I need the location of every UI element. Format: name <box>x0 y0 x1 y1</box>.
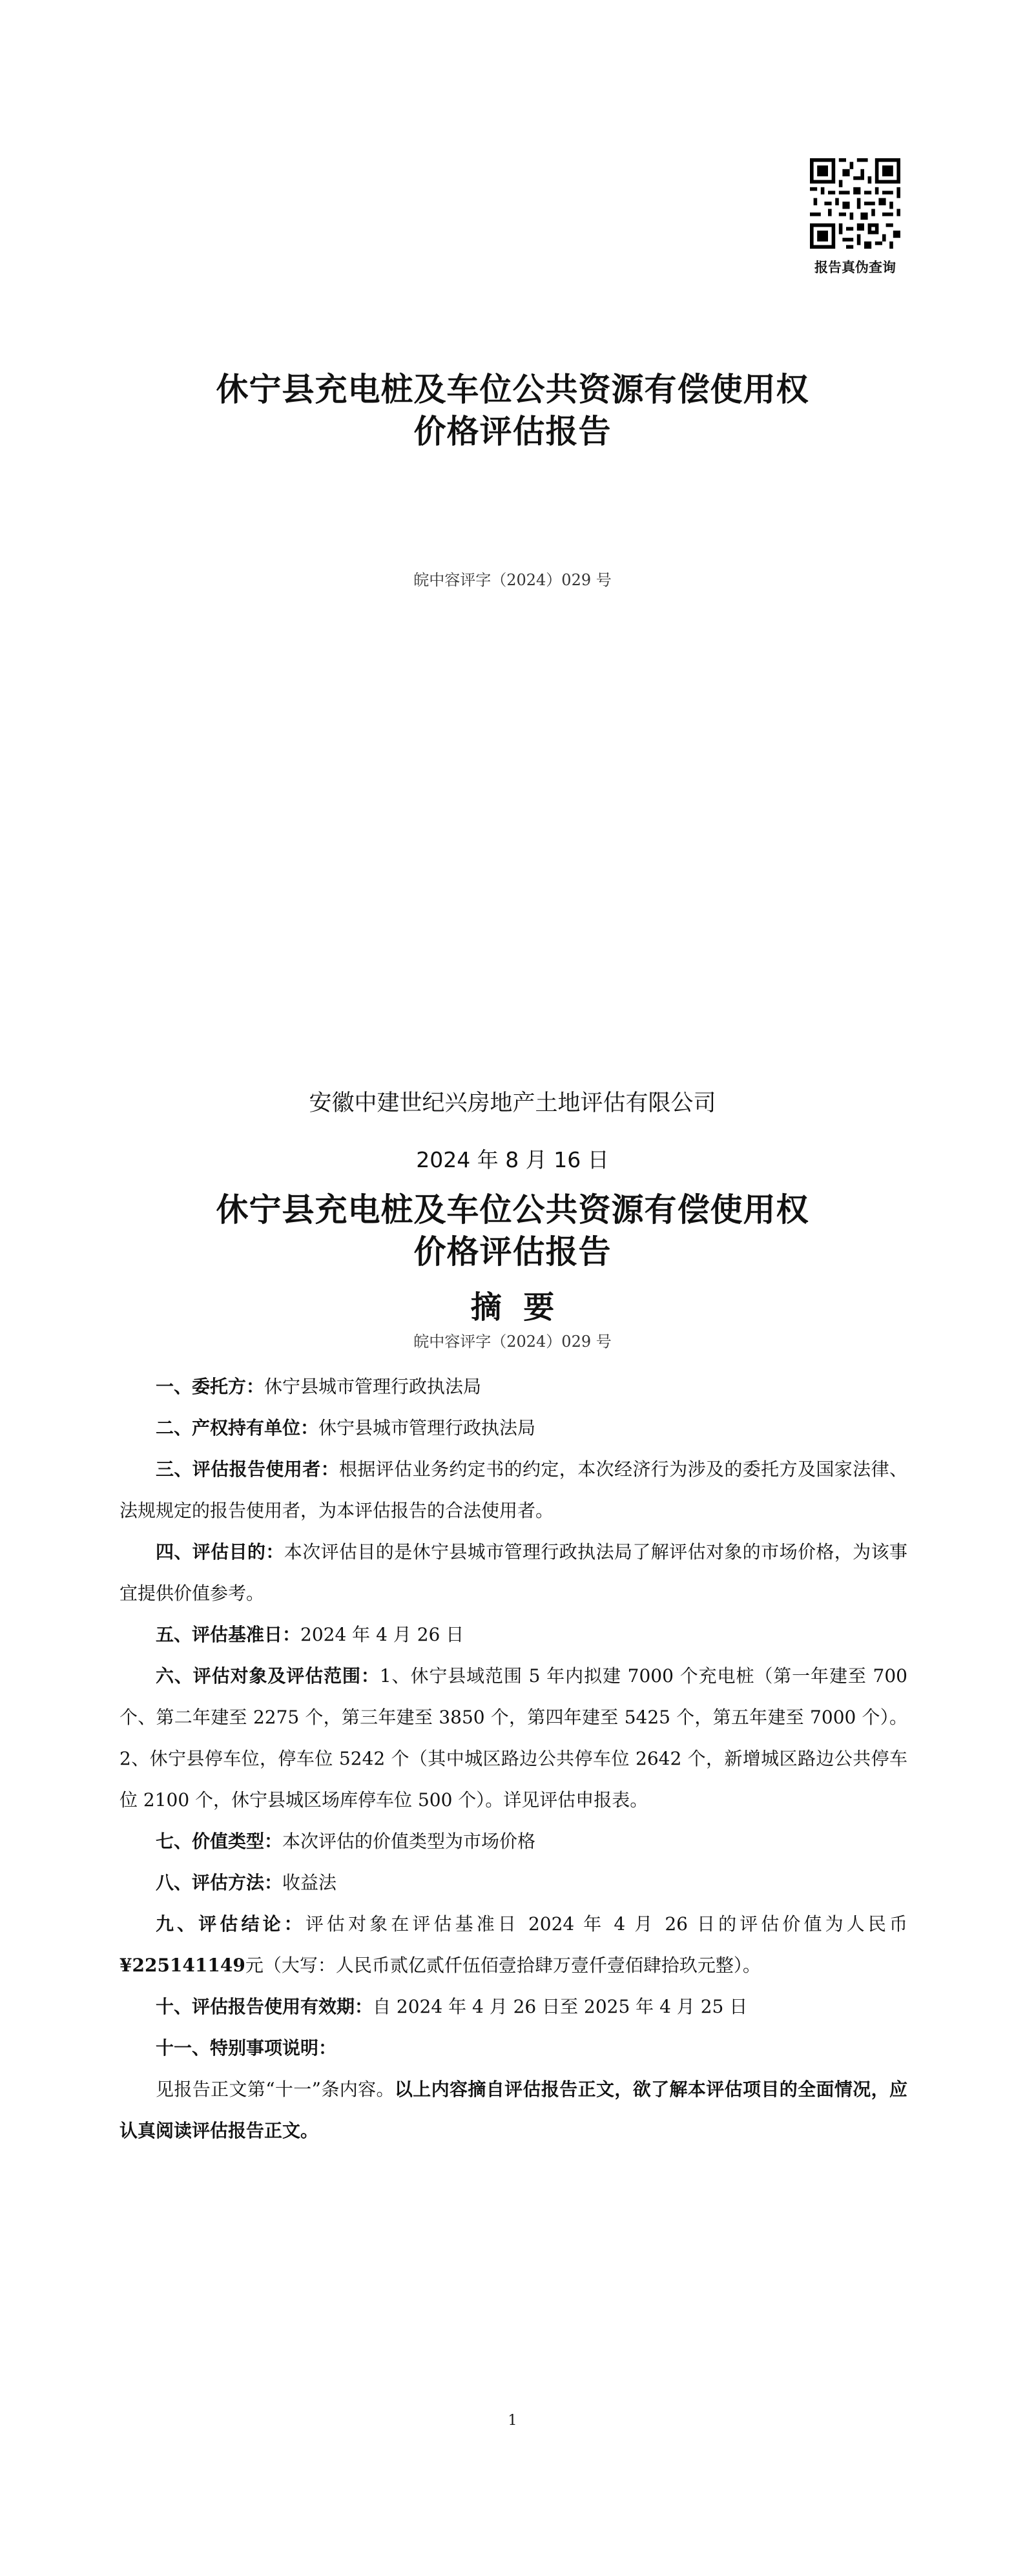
summary-validity: 十、评估报告使用有效期：自 2024 年 4 月 26 日至 2025 年 4 月 25 日 <box>156 1996 748 2017</box>
valuation-amount: ¥225141149 <box>119 1955 245 1976</box>
cover-title-line2: 价格评估报告 <box>413 412 612 450</box>
page-number: 1 <box>508 2413 517 2429</box>
qr-caption: 报告真伪查询 <box>814 259 896 275</box>
summary-title-line2: 价格评估报告 <box>413 1232 612 1271</box>
summary-item: 五、评估基准日：2024 年 4 月 26 日 <box>156 1624 464 1645</box>
report-date: 2024 年 8 月 16 日 <box>416 1147 609 1172</box>
summary-item: 二、产权持有单位：休宁县城市管理行政执法局 <box>156 1417 536 1439</box>
summary-item: 三、评估报告使用者：根据评估业务约定书的约定，本次经济行为涉及的委托方及国家法律、法规规定的报告使用者，为本评估报告的合法使用者。 <box>119 1459 907 1521</box>
summary-special-text: 见报告正文第“十一”条内容。以上内容摘自评估报告正文，欲了解本评估项目的全面情况，应认真阅读评估报告正文。 <box>119 2079 907 2141</box>
summary-conclusion: 九、评估结论：评估对象在评估基准日 2024 年 4 月 26 日的评估价值为人民币¥225141149元（大写：人民币贰亿贰仟伍佰壹拾肆万壹仟壹佰肆拾玖元整）。 <box>119 1913 907 1976</box>
summary-heading: 摘 要 <box>470 1289 555 1325</box>
cover-title <box>0 368 1025 452</box>
summary-title <box>0 1189 1025 1272</box>
cover-title-line1: 休宁县充电桩及车位公共资源有偿使用权 <box>216 370 809 408</box>
summary-item: 八、评估方法：收益法 <box>156 1872 337 1893</box>
summary-item: 一、委托方：休宁县城市管理行政执法局 <box>156 1376 482 1397</box>
summary-doc-number: 皖中容评字（2024）029 号 <box>413 1333 612 1351</box>
summary-title-line1: 休宁县充电桩及车位公共资源有偿使用权 <box>216 1190 809 1229</box>
summary-special-heading: 十一、特别事项说明： <box>156 2037 337 2059</box>
summary-item: 四、评估目的：本次评估目的是休宁县城市管理行政执法局了解评估对象的市场价格，为该事宜提供价值参考。 <box>119 1541 907 1604</box>
summary-body <box>119 1366 907 2152</box>
company-name: 安徽中建世纪兴房地产土地评估有限公司 <box>309 1090 716 1116</box>
summary-item: 七、价值类型：本次评估的价值类型为市场价格 <box>156 1831 536 1852</box>
summary-item: 六、评估对象及评估范围：1、休宁县域范围 5 年内拟建 7000 个充电桩（第一年建至 700 个、第二年建至 2275 个，第三年建至 3850 个，第四年建至 5425 个，第五年建至 7000 个）。2、休宁县停车位，停车位 5242 个（其中城区路边公共停车位 2642 个，新增城区路边公共停车位 2100 个，休宁县城区场库停车位 500 个）。详见评估申报表。 <box>119 1665 907 1811</box>
qr-code-icon <box>810 158 900 249</box>
cover-doc-number: 皖中容评字（2024）029 号 <box>413 571 612 589</box>
